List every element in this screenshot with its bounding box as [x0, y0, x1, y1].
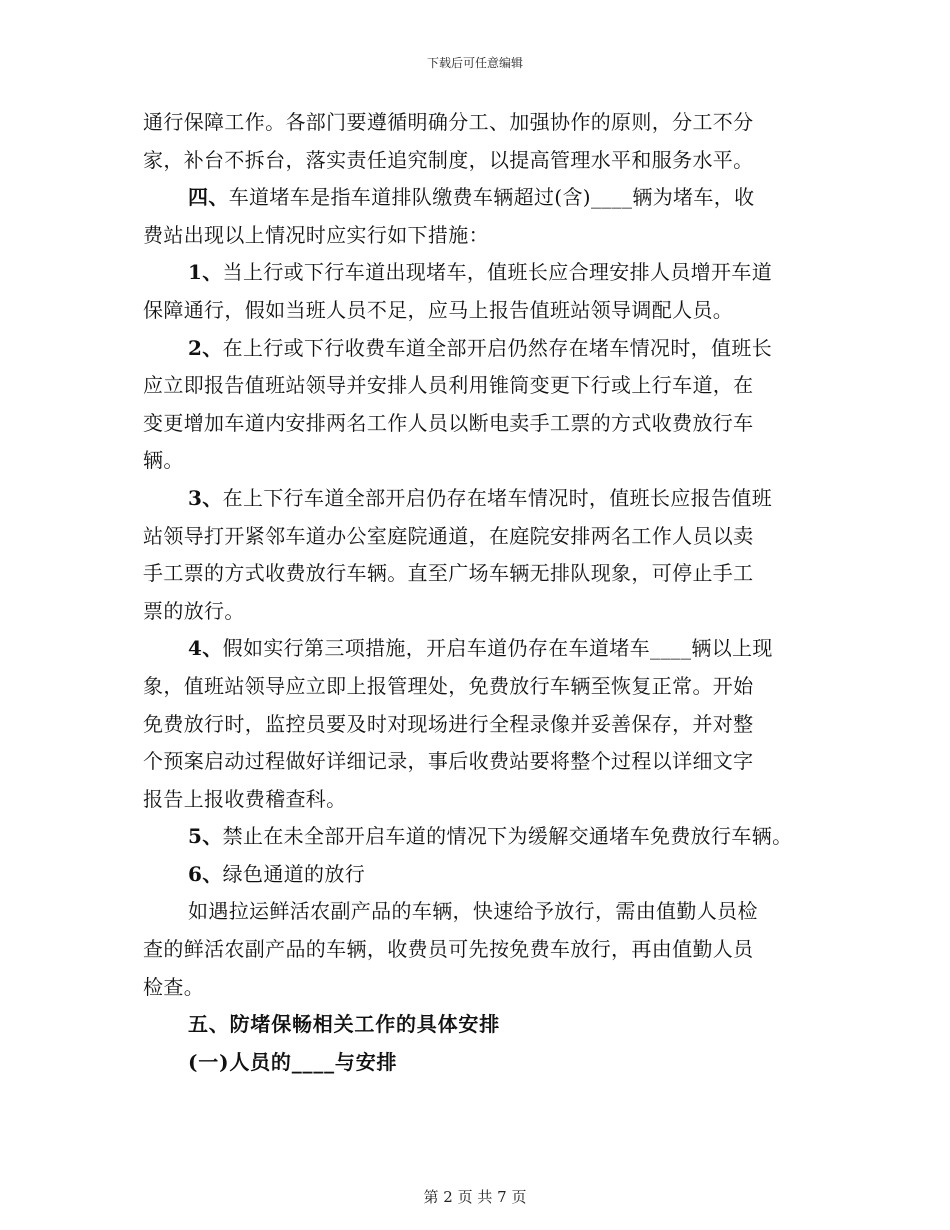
enumerator-label: 3、: [188, 485, 223, 510]
paragraph-line: 通行保障工作。各部门要遵循明确分工、加强协作的原则，分工不分: [143, 110, 754, 134]
item-6-line: [143, 856, 823, 894]
item-4-line: [143, 630, 823, 668]
paragraph-line: 象，值班站领导应立即上报管理处，免费放行车辆至恢复正常。开始: [143, 673, 754, 698]
page-header: 下载后可任意编辑: [426, 56, 523, 70]
item-5-line: [143, 818, 823, 856]
page-footer: 第 2 页 共 7 页: [423, 1188, 527, 1206]
paragraph-line: 个预案启动过程做好详细记录，事后收费站要将整个过程以详细文字: [143, 749, 754, 774]
line-text: 当上行或下行车道出现堵车，值班长应合理安排人员增开车道: [222, 260, 773, 285]
item-1-line: [143, 254, 823, 292]
paragraph-line: 站领导打开紧邻车道办公室庭院通道，在庭院安排两名工作人员以卖: [143, 523, 754, 548]
line-text: 在上下行车道全部开启仍存在堵车情况时，值班长应报告值班: [222, 485, 773, 510]
paragraph-line: 应立即报告值班站领导并安排人员利用锥筒变更下行或上行车道，在: [143, 373, 754, 398]
enumerator-label: 6、: [188, 861, 223, 886]
section-five-heading: 五、防堵保畅相关工作的具体安排: [188, 1012, 500, 1037]
document-body: [143, 104, 823, 1081]
item-3-line: [143, 480, 823, 518]
line-text: 假如实行第三项措施，开启车道仍存在车道堵车____辆以上现: [222, 636, 773, 661]
enumerator-label: 2、: [188, 335, 223, 360]
section-four-line: [143, 179, 823, 217]
paragraph-line: 家，补台不拆台，落实责任追究制度，以提高管理水平和服务水平。: [143, 147, 754, 172]
paragraph-line: 变更增加车道内安排两名工作人员以断电卖手工票的方式收费放行车: [143, 410, 754, 435]
paragraph-line: 免费放行时，监控员要及时对现场进行全程录像并妥善保存，并对整: [143, 711, 754, 736]
subsection-one-heading: (一)人员的____与安排: [188, 1049, 398, 1074]
line-text: 绿色通道的放行: [222, 861, 366, 886]
enumerator-label: 5、: [188, 824, 223, 849]
paragraph-line: 票的放行。: [143, 598, 245, 623]
paragraph-line: 检查。: [143, 974, 205, 999]
paragraph-line: 如遇拉运鲜活农副产品的车辆，快速给予放行，需由值勤人员检: [188, 899, 758, 924]
paragraph-line: 费站出现以上情况时应实行如下措施：: [143, 222, 489, 247]
line-text: 禁止在未全部开启车道的情况下为缓解交通堵车免费放行车辆。: [222, 824, 793, 849]
line-text: 车道堵车是指车道排队缴费车辆超过(含)____辆为堵车，收: [228, 185, 755, 210]
line-text: 在上行或下行收费车道全部开启仍然存在堵车情况时，值班长: [222, 335, 773, 360]
enumerator-label: 4、: [188, 636, 223, 661]
paragraph-line: 保障通行，假如当班人员不足，应马上报告值班站领导调配人员。: [143, 297, 734, 322]
enumerator-label: 1、: [188, 260, 223, 285]
paragraph-line: 报告上报收费稽查科。: [143, 786, 347, 811]
item-2-line: [143, 330, 823, 368]
paragraph-line: 查的鲜活农副产品的车辆，收费员可先按免费车放行，再由值勤人员: [143, 937, 754, 962]
enumerator-label: 四、: [188, 185, 229, 210]
paragraph-line: 辆。: [143, 448, 184, 473]
paragraph-line: 手工票的方式收费放行车辆。直至广场车辆无排队现象，可停止手工: [143, 561, 754, 586]
